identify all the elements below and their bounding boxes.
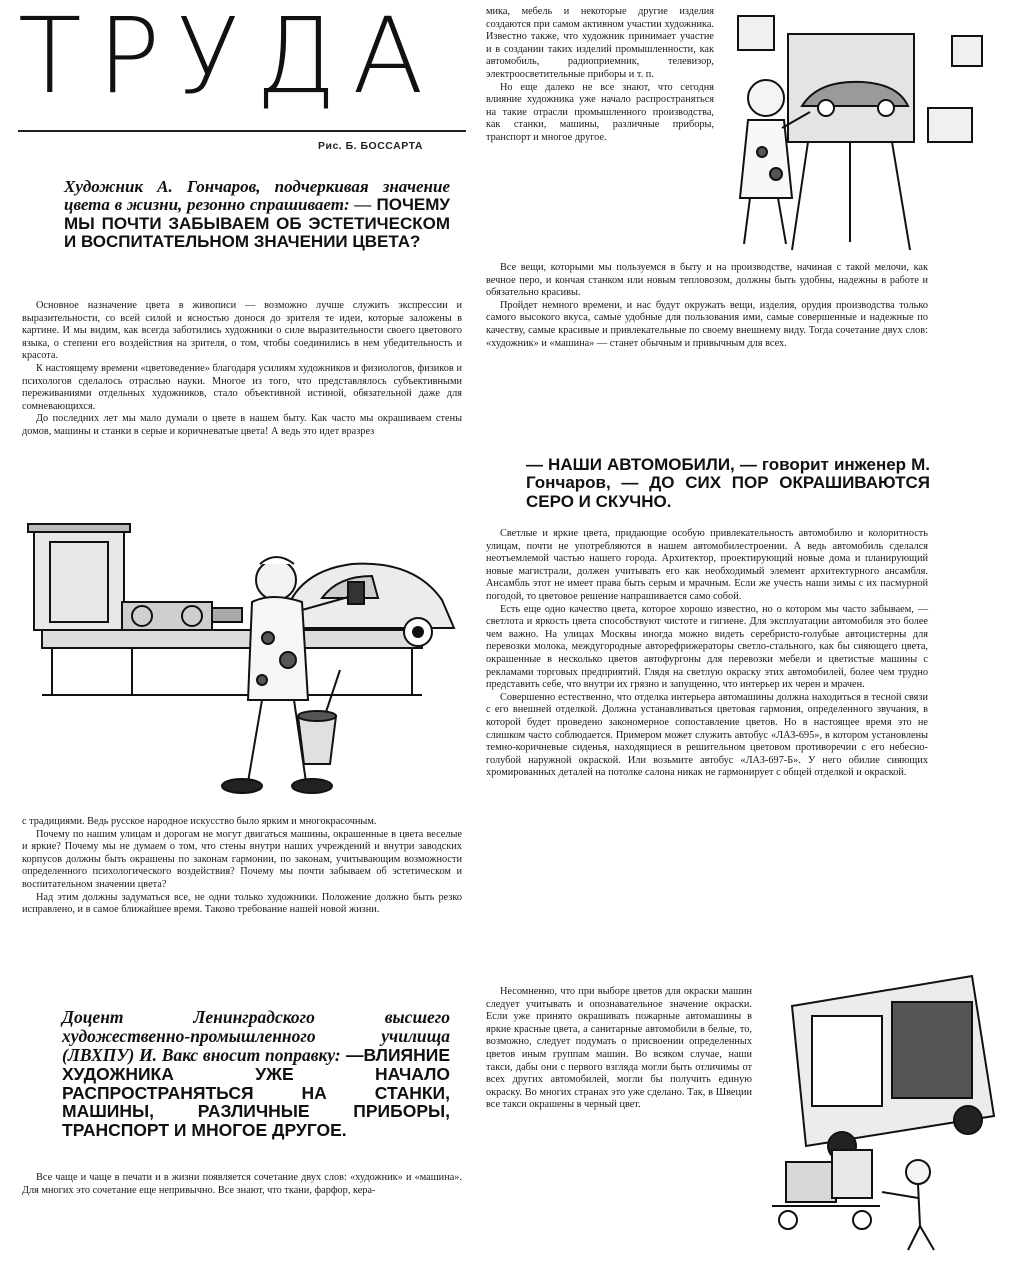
article3-body [486,528,928,780]
article1-heading [64,178,450,251]
painter-car-drawing [22,520,462,810]
masthead-rule [18,130,466,132]
article3-paragraph: Совершенно естественно, что отделка интерьера автомашины должна находиться в тесной связи с его внешней отделкой. Должна устанавливаться цветовая гармония, определенного звучания, в которой будет проведено закономерное сопоставление цветов. Но в настоящее время это не слишком часто соблюдается. Примером может служить автобус «ЛАЗ-695», в котором установлены темно-коричневые сиденья, находящиеся в решительном цветовом противоречии с его небесно-голубой наружной окраской. Или возьмите автобус «ЛАЗ-697-Б». У него обилие сияющих хромированных деталей на потолке салона никак не гармонирует с общей отделкой и окраской. [486,691,928,779]
article1-paragraph: Основное назначение цвета в живописи — возможно лучше служить экспрессии и выразительности, со всей силой и ясностью донося до зрителя те идеи, которые заложены в картине. И мы видим, как всегда заботились художники о силе выразительности своего цветового языка, о степени его воздействия на зрителя, о том, чтобы соединились в нем убедительность и красота. [22,300,462,362]
article1-paragraph: Почему по нашим улицам и дорогам не могут двигаться машины, окрашенные в цвета веселые и яркие? Почему мы не думаем о том, что стены внутри наших учреждений и внутри заводских корпусов должны быть окрашены по законам гармонии, по законам, учитывающим возможности определенного психологического воздействия? Почему мы почти забываем об эстетическом и воспитательном значении цвета? [22,828,462,890]
article2-paragraph: Все вещи, которыми мы пользуемся в быту и на производстве, начиная с такой мелочи, как вечное перо, и кончая станком или новым тепловозом, должны быть удобны, надежны в работе и обязательно красивы. [486,262,928,299]
article2-paragraph: Все чаще и чаще в печати и в жизни появляется сочетание двух слов: «художник» и «машина». Для многих это сочетание еще непривычно. Все знают, что ткани, фарфор, кера- [22,1172,462,1196]
article2-column-top [486,6,714,145]
article3-paragraph: Есть еще одно качество цвета, которое хорошо известно, но о котором мы часто забываем, — светлота и яркость цвета способствуют чистоте и гигиене. Для эксплуатации автомобиля это более чем важно. На улицах Москвы иногда можно видеть серебристо-голубые автоцистерны для перевозки молока, междугородные авторефрижераторы светло-стального, как бы сияющего цвета, окрашенные в несколько цветов автофургоны для перевозки мебели и цветистые машины с рекламами торговых предприятий. Глядя на светлую окраску этих автомобилей, более чем трудно представить себе, что внутри их грязно и запущенно, что интерьер их черен и мрачен. [486,603,928,691]
article2-paragraph: Пройдет немного времени, и нас будут окружать вещи, изделия, орудия производства только самого высокого вкуса, самые удобные для пользования ими, самые совершенные и надежные по качеству, самые красивые и привлекательные по своему внешнему виду. Тогда сочетание двух слов: «художник» и «машина» — станет обычным и привычным для всех. [486,299,928,349]
article2-paragraph: мика, мебель и некоторые другие изделия создаются при самом активном участии художника. Известно также, что художник принимает участие и в создании таких изделий промышленности, как автомобиль, радиоприемник, телевизор, электроосветительные приборы и т. п. [486,6,714,80]
article1-body [22,300,462,439]
article2-heading [62,1008,450,1140]
easel-illustration [722,2,1010,258]
article1-paragraph: с традициями. Ведь русское народное искусство было ярким и многокрасочным. [22,816,377,827]
article1-paragraph: До последних лет мы мало думали о цвете в нашем быту. Как часто мы окрашиваем стены домов, машины и станки в серые и коричневатые цвета! А ведь это идет вразрез [22,413,462,437]
article2-heading-lead: Доцент Ленинградского высшего художественно-промышленного училища (ЛВХПУ) И. Вакс вносит поправку: [62,1007,450,1065]
article1-paragraph: Над этим должны задуматься все, не одни только художники. Положение должно быть резко исправлено, и в самое ближайшее время. Таково требование нашей новой жизни. [22,891,462,916]
van-illustration [762,966,1010,1256]
article3-paragraph: Светлые и яркие цвета, придающие особую привлекательность автомобилю и колоритность улицам, почти не употребляются в нашем автомобилестроении. А ведь автомобиль сделался неотъемлемой частью нашего города. Архитектор, проектирующий новые дома и планирующий новые магистрали, должен учитывать его как необходимый элемент архитектурного ансамбля. Ансамбль этот не имеет права быть серым и мрачным. Если же учесть наши зимы с их пасмурной погодой, то цветовое решение напрашивается само собой. [486,528,928,602]
article2-heading-caps: —ВЛИЯНИЕ ХУДОЖНИКА УЖЕ НАЧАЛО РАСПРОСТРАНЯТЬСЯ НА СТАНКИ, МАШИНЫ, РАЗЛИЧНЫЕ ПРИБОРЫ, ТРАНСПОРТ И МНОГОЕ ДРУГОЕ. [62,1044,450,1141]
article1-heading-lead: Художник А. Гончаров, подчеркивая значение цвета в жизни, резонно спрашивает: — [64,177,450,215]
article3-final [486,986,752,1112]
article2-paragraph: Но еще далеко не все знают, что сегодня влияние художника уже начало распространяться на такие отрасли промышленного производства, как станки, машины, различные приборы, транспорт и многое другое. [486,81,714,143]
van-drawing [762,966,1010,1256]
masthead-title: ТРУДА [18,0,440,112]
article1-paragraph: К настоящему времени «цветоведение» благодаря усилиям художников и физиологов, физиков и психологов сделалось отраслью науки. Многое из того, что представлялось субъективными переживаниями отдельных художников, стало объективной истиной, обязательной даже для сомневающихся. [22,362,462,412]
article1-continuation [22,816,462,917]
article3-heading: — НАШИ АВТОМОБИЛИ, — говорит инженер М. Гончаров, — ДО СИХ ПОР ОКРАШИВАЮТСЯ СЕРО И СКУЧНО. [526,455,930,511]
illustration-credit: Рис. Б. БОССАРТА [318,140,423,152]
article3-paragraph: Несомненно, что при выборе цветов для окраски машин следует учитывать и опознавательное значение окраски. Если уже принято окрашивать пожарные автомашины в яркие красные цвета, а санитарные автомобили в белые, то, возможно, следует подумать о присвоении определенных цветов иным группам машин. Во всяком случае, наши такси, дабы они с первого взгляда могли быть отличимы от всех других автомобилей, могли бы получить единую окраску. Во многих странах это уже сделано. Так, в Швеции все такси окрашены в черный цвет. [486,986,752,1111]
article2-intro [22,1172,462,1197]
article2-wide [486,262,928,350]
easel-drawing [722,2,1010,258]
article1-heading-caps: ПОЧЕМУ МЫ ПОЧТИ ЗАБЫВАЕМ ОБ ЭСТЕТИЧЕСКОМ И ВОСПИТАТЕЛЬНОМ ЗНАЧЕНИИ ЦВЕТА? [64,195,450,252]
painter-car-illustration [22,520,462,810]
